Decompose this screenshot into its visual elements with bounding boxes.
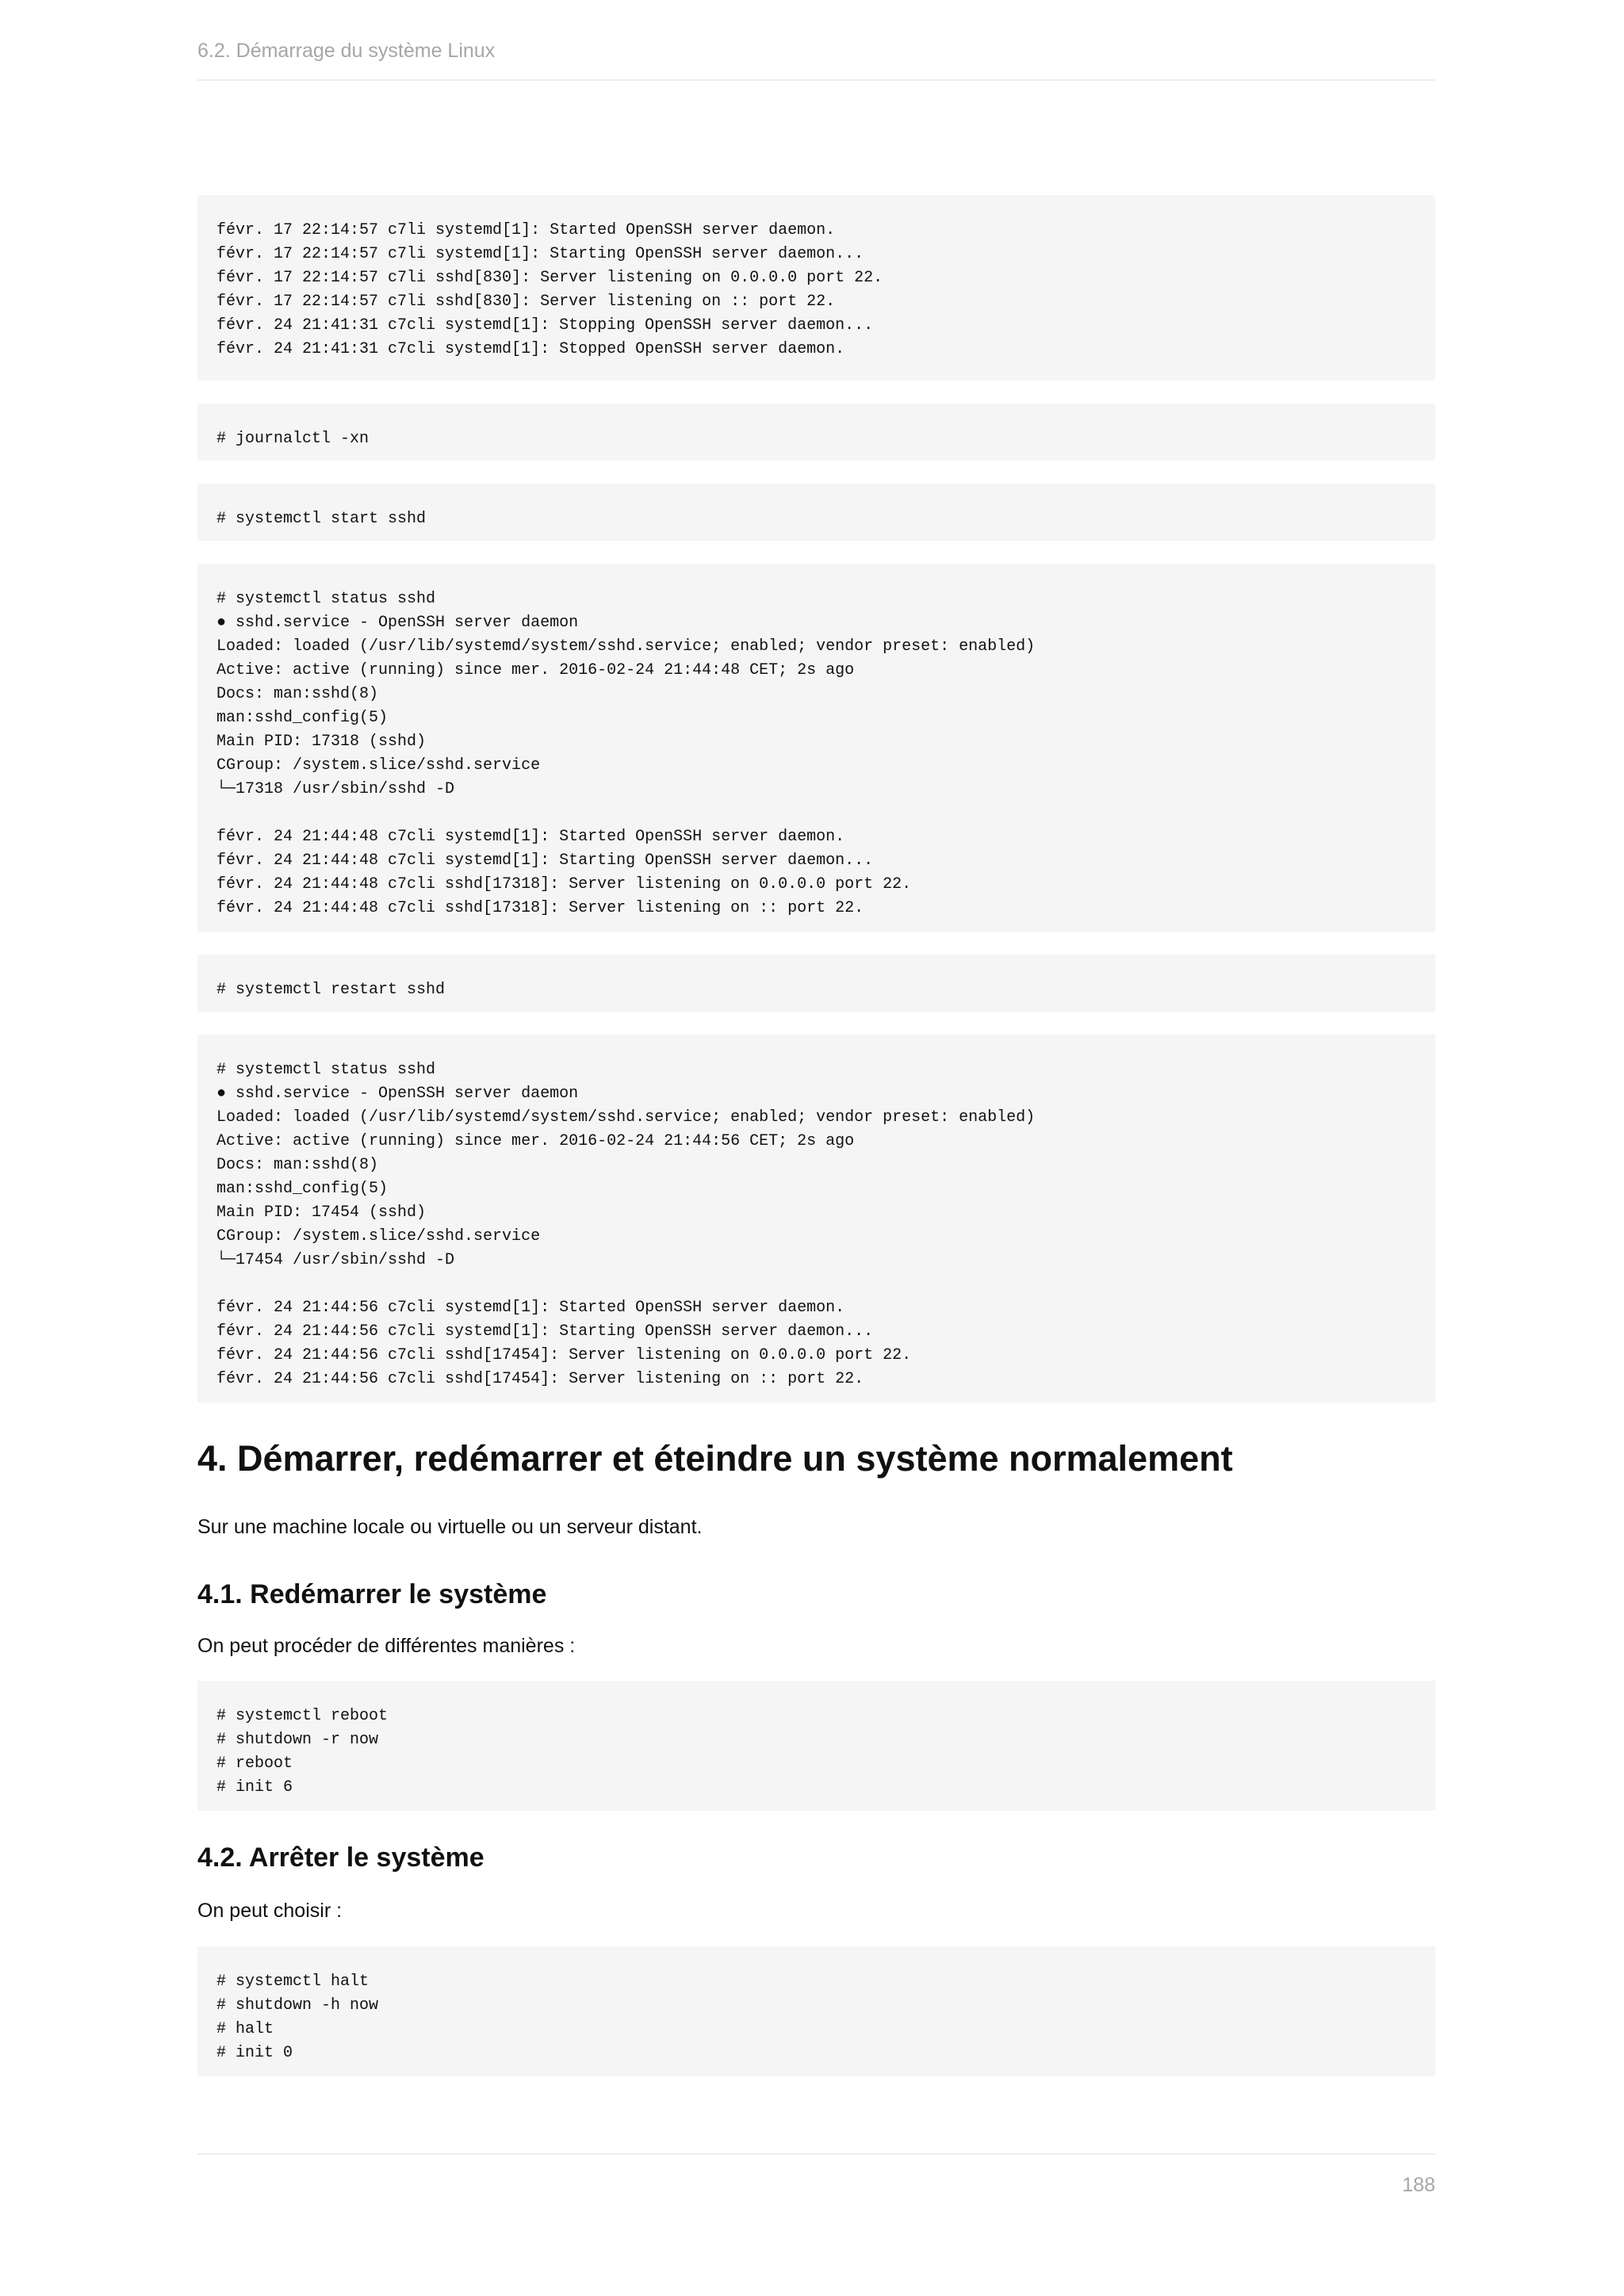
code-line: man:sshd_config(5) (216, 1180, 389, 1198)
code-line: CGroup: /system.slice/sshd.service (216, 1227, 541, 1246)
code-block-journal-tail (197, 195, 1435, 381)
code-line: Active: active (running) since mer. 2016-02-24 21:44:48 CET; 2s ago (216, 661, 855, 679)
code-line (216, 1272, 1416, 1296)
code-line: févr. 24 21:44:48 c7cli sshd[17318]: Server listening on :: port 22. (216, 899, 864, 917)
code-line: févr. 24 21:44:56 c7cli sshd[17454]: Server listening on 0.0.0.0 port 22. (216, 1346, 912, 1364)
code-line: ● sshd.service - OpenSSH server daemon (216, 1085, 579, 1103)
code-line: Main PID: 17318 (sshd) (216, 733, 427, 751)
code-line: Main PID: 17454 (sshd) (216, 1203, 427, 1222)
code-line: man:sshd_config(5) (216, 709, 389, 727)
code-line: Active: active (running) since mer. 2016-02-24 21:44:56 CET; 2s ago (216, 1132, 855, 1150)
code-line: CGroup: /system.slice/sshd.service (216, 756, 541, 775)
code-line: # systemctl status sshd (216, 1061, 436, 1079)
chapter-title: 6.2. Démarrage du système Linux (197, 40, 496, 62)
code-line: févr. 24 21:44:56 c7cli systemd[1]: Started OpenSSH server daemon. (216, 1299, 845, 1317)
code-line: févr. 24 21:41:31 c7cli systemd[1]: Stopping OpenSSH server daemon... (216, 316, 874, 335)
code-line: févr. 17 22:14:57 c7li systemd[1]: Starting OpenSSH server daemon... (216, 245, 864, 263)
code-line: # systemctl halt (216, 1973, 370, 1991)
code-line: Docs: man:sshd(8) (216, 1156, 379, 1174)
page-footer-rule (197, 2153, 1435, 2155)
code-line: févr. 24 21:44:56 c7cli sshd[17454]: Server listening on :: port 22. (216, 1370, 864, 1388)
code-block-status-after-restart (197, 1035, 1435, 1402)
code-line: Loaded: loaded (/usr/lib/systemd/system/sshd.service; enabled; vendor preset: enabled) (216, 637, 1036, 656)
section-heading: 4. Démarrer, redémarrer et éteindre un système normalement (197, 1438, 1233, 1479)
code-line: févr. 24 21:44:48 c7cli systemd[1]: Started OpenSSH server daemon. (216, 828, 845, 846)
code-line: # reboot (216, 1755, 293, 1773)
subsection-text-reboot: On peut procéder de différentes manières : (197, 1635, 576, 1657)
code-line: févr. 24 21:44:48 c7cli sshd[17318]: Server listening on 0.0.0.0 port 22. (216, 875, 912, 894)
subsection-heading-halt: 4.2. Arrêter le système (197, 1843, 485, 1873)
subsection-text-halt: On peut choisir : (197, 1900, 343, 1922)
code-line: └─17454 /usr/sbin/sshd -D (216, 1251, 455, 1269)
code-block-journalctl (197, 404, 1435, 461)
code-line (216, 802, 1416, 825)
code-block-systemctl-start (197, 484, 1435, 541)
code-line: févr. 24 21:41:31 c7cli systemd[1]: Stopped OpenSSH server daemon. (216, 340, 845, 358)
code-line: # systemctl status sshd (216, 590, 436, 608)
subsection-heading-reboot: 4.1. Redémarrer le système (197, 1579, 547, 1609)
code-block-reboot-commands (197, 1681, 1435, 1811)
code-line: févr. 17 22:14:57 c7li systemd[1]: Started OpenSSH server daemon. (216, 221, 836, 239)
code-line: └─17318 /usr/sbin/sshd -D (216, 780, 455, 798)
code-line: Docs: man:sshd(8) (216, 685, 379, 703)
code-block-halt-commands (197, 1946, 1435, 2076)
code-line: Loaded: loaded (/usr/lib/systemd/system/sshd.service; enabled; vendor preset: enabled) (216, 1108, 1036, 1127)
page-header (197, 35, 1435, 81)
code-block-systemctl-restart (197, 955, 1435, 1012)
code-line: # halt (216, 2020, 274, 2038)
code-line: # init 6 (216, 1778, 293, 1797)
code-line: # systemctl reboot (216, 1707, 389, 1725)
code-line: # systemctl restart sshd (216, 981, 446, 999)
code-line: févr. 17 22:14:57 c7li sshd[830]: Server listening on :: port 22. (216, 293, 836, 311)
code-line: # journalctl -xn (216, 430, 370, 448)
code-line: févr. 24 21:44:56 c7cli systemd[1]: Starting OpenSSH server daemon... (216, 1322, 874, 1341)
code-line: # systemctl start sshd (216, 510, 427, 528)
page-number: 188 (1402, 2174, 1435, 2196)
code-line: # init 0 (216, 2044, 293, 2062)
code-line: # shutdown -h now (216, 1996, 379, 2015)
code-line: # shutdown -r now (216, 1731, 379, 1749)
code-line: févr. 17 22:14:57 c7li sshd[830]: Server listening on 0.0.0.0 port 22. (216, 269, 883, 287)
code-line: ● sshd.service - OpenSSH server daemon (216, 614, 579, 632)
section-intro: Sur une machine locale ou virtuelle ou un serveur distant. (197, 1516, 703, 1538)
code-block-status-after-start (197, 564, 1435, 932)
code-line: févr. 24 21:44:48 c7cli systemd[1]: Starting OpenSSH server daemon... (216, 851, 874, 870)
